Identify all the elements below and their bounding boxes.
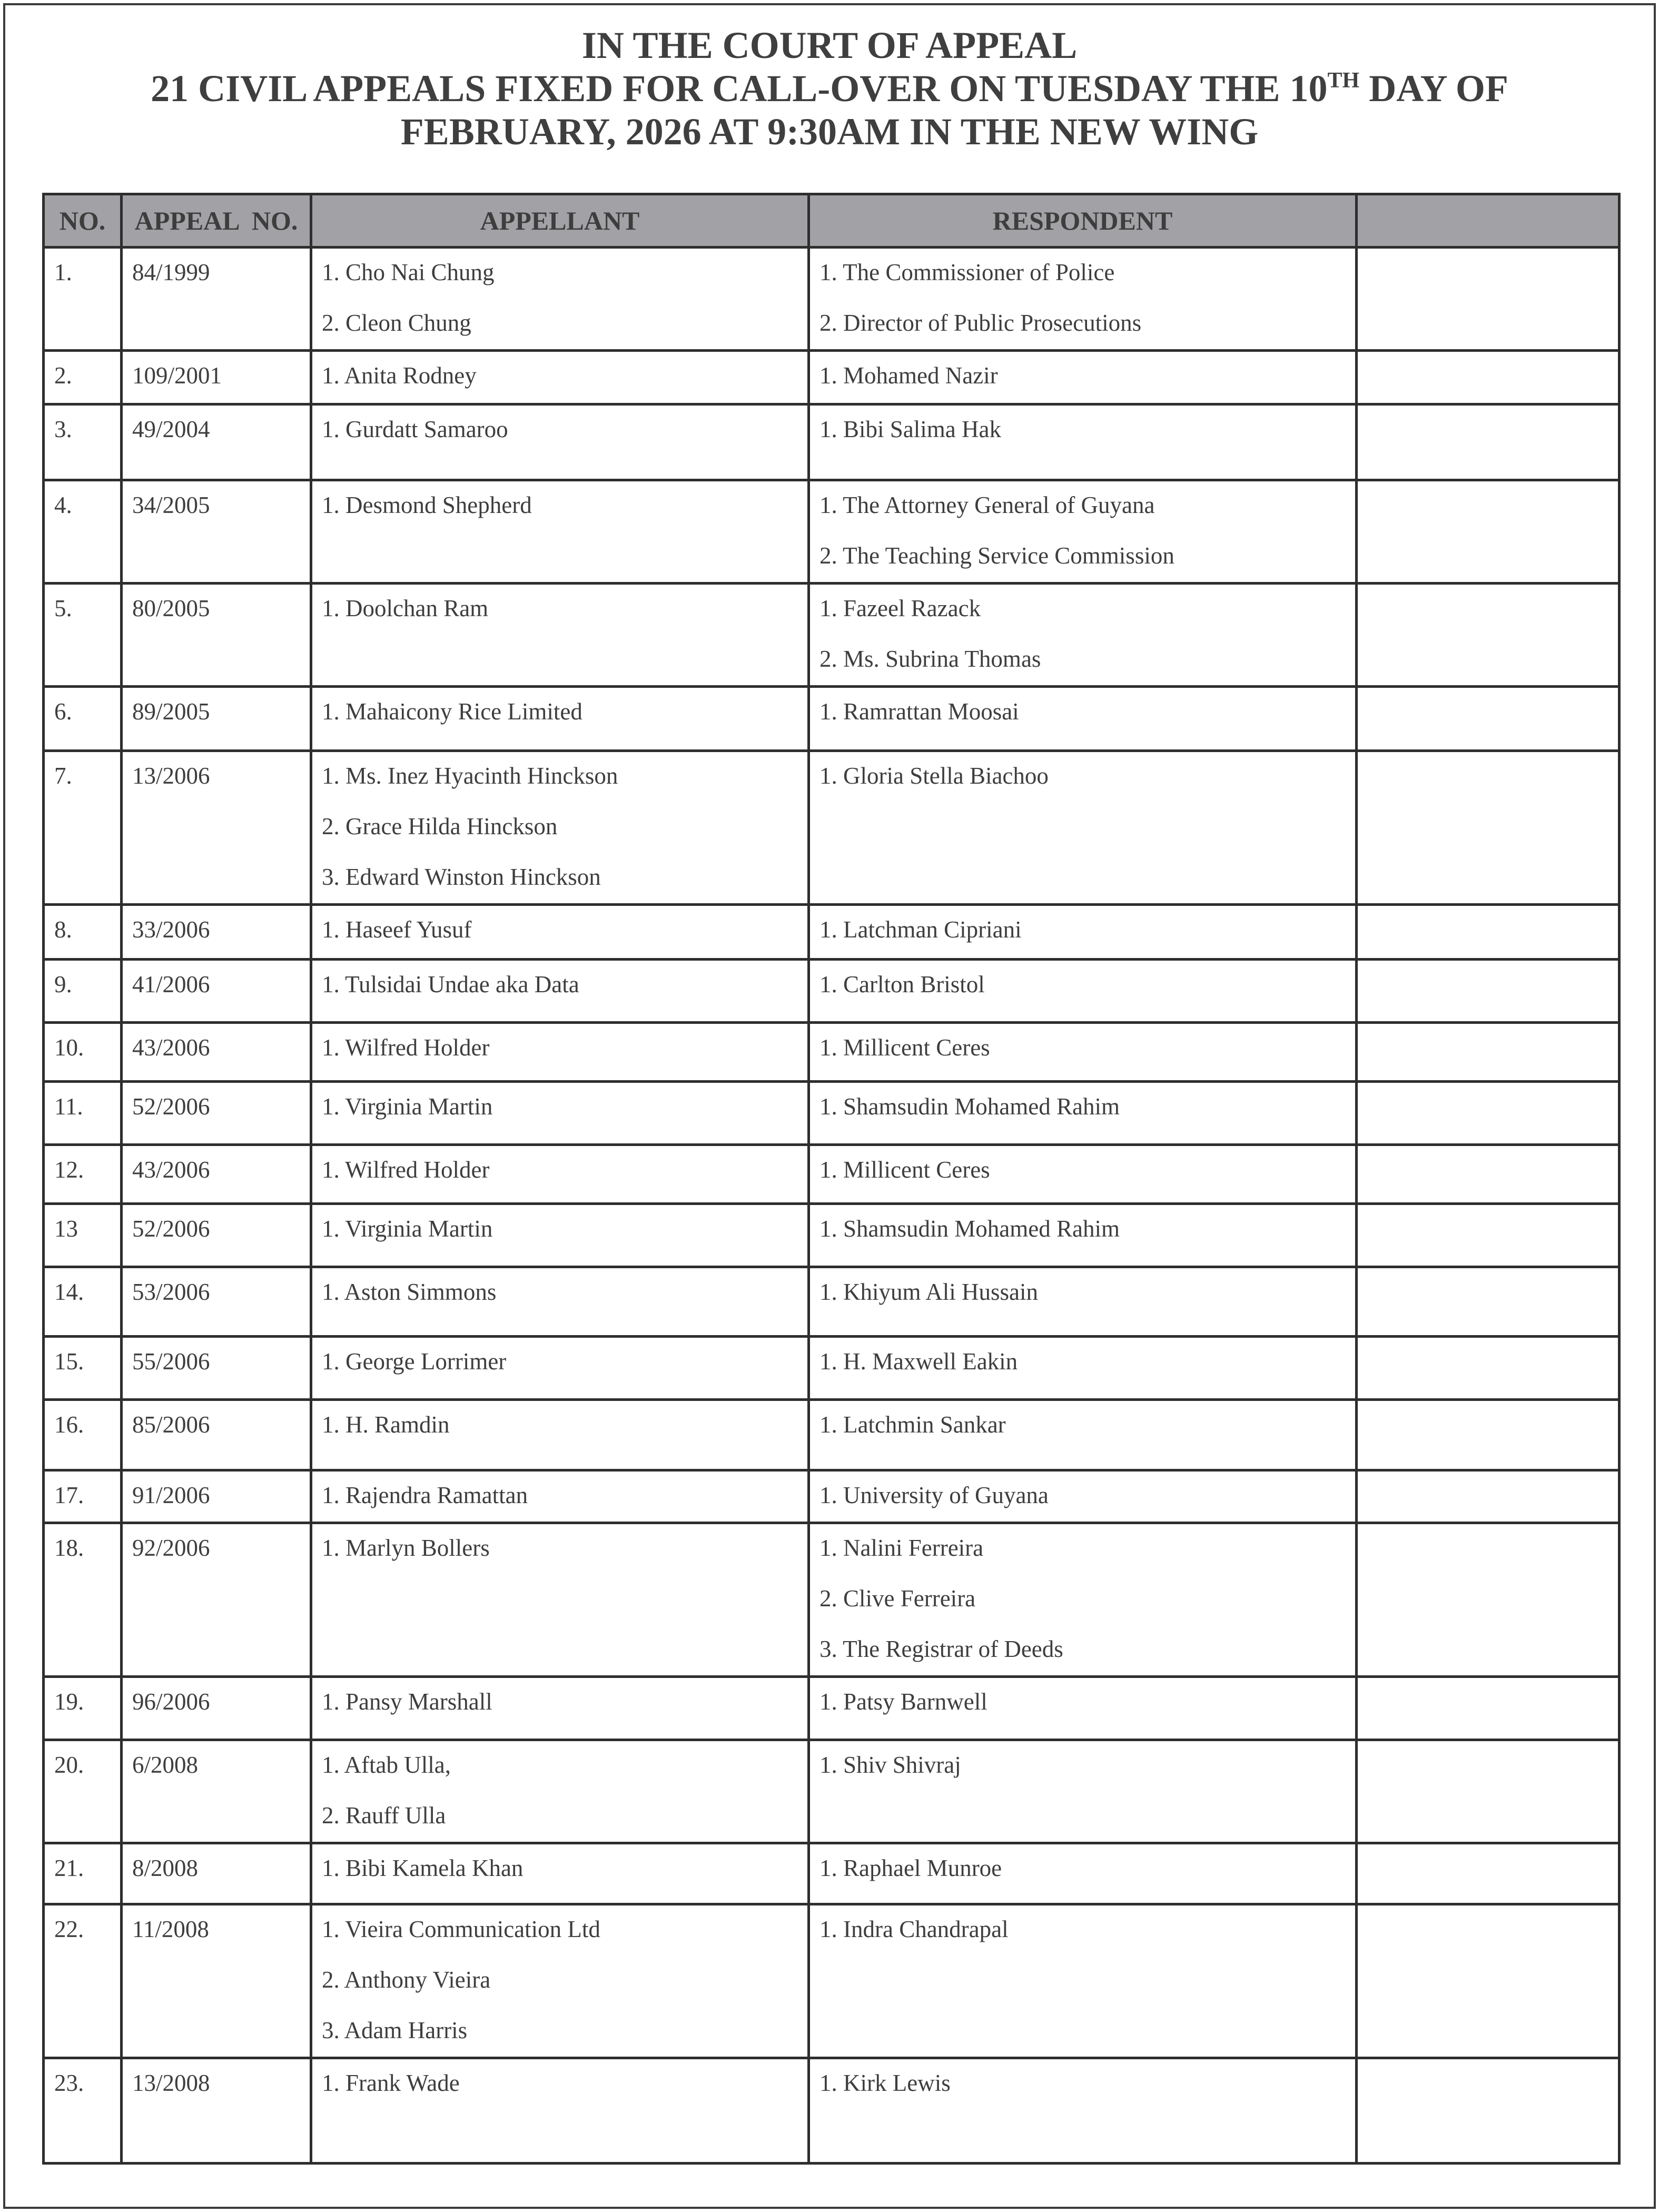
respondent-name: 1. Patsy Barnwell <box>819 1688 987 1715</box>
row-number: 15. <box>44 1337 122 1400</box>
appellant-name: 2. Grace Hilda Hinckson <box>322 813 558 840</box>
respondent-cell <box>809 1677 1357 1740</box>
appellant-cell <box>311 1523 809 1677</box>
respondent-cell <box>809 1145 1357 1204</box>
appellant-name: 1. Aston Simmons <box>322 1279 497 1305</box>
appellant-cell <box>311 1337 809 1400</box>
blank-cell <box>1357 1904 1619 2058</box>
appellant-cell <box>311 1470 809 1523</box>
respondent-name: 3. The Registrar of Deeds <box>819 1636 1063 1662</box>
appellant-name: 1. Wilfred Holder <box>322 1034 490 1061</box>
table-row <box>44 1337 1619 1400</box>
blank-cell <box>1357 751 1619 905</box>
respondent-name: 1. Ramrattan Moosai <box>819 698 1019 725</box>
respondent-cell <box>809 351 1357 404</box>
appeal-number: 53/2006 <box>122 1267 311 1337</box>
table-row <box>44 751 1619 905</box>
blank-cell <box>1357 351 1619 404</box>
appeal-number: 109/2001 <box>122 351 311 404</box>
respondent-name: 1. The Commissioner of Police <box>819 259 1115 285</box>
blank-cell <box>1357 1023 1619 1082</box>
table-row <box>44 1145 1619 1204</box>
blank-cell <box>1357 1204 1619 1267</box>
blank-cell <box>1357 480 1619 584</box>
table-row <box>44 1267 1619 1337</box>
appeal-number: 52/2006 <box>122 1082 311 1145</box>
table-row <box>44 905 1619 960</box>
appellant-cell <box>311 1204 809 1267</box>
table-row <box>44 1843 1619 1904</box>
row-number: 21. <box>44 1843 122 1904</box>
respondent-name: 1. H. Maxwell Eakin <box>819 1348 1018 1375</box>
appellant-cell <box>311 1740 809 1843</box>
respondent-cell <box>809 1740 1357 1843</box>
appellant-cell <box>311 751 809 905</box>
appellant-cell <box>311 1023 809 1082</box>
document-header <box>0 24 1659 153</box>
row-number: 9. <box>44 960 122 1023</box>
appeal-number: 43/2006 <box>122 1023 311 1082</box>
respondent-name: 1. Shamsudin Mohamed Rahim <box>819 1093 1120 1120</box>
appellant-cell <box>311 960 809 1023</box>
appellant-name: 1. Gurdatt Samaroo <box>322 416 508 442</box>
respondent-cell <box>809 1400 1357 1470</box>
blank-cell <box>1357 1470 1619 1523</box>
appellant-name: 1. Doolchan Ram <box>322 595 489 621</box>
respondent-cell <box>809 1523 1357 1677</box>
header-line2-text: 21 CIVIL APPEALS FIXED FOR CALL-OVER ON TUESDAY THE 10 <box>151 67 1328 110</box>
respondent-cell <box>809 1267 1357 1337</box>
appellant-cell <box>311 480 809 584</box>
appellant-name: 2. Anthony Vieira <box>322 1967 491 1993</box>
blank-cell <box>1357 1337 1619 1400</box>
appellant-cell <box>311 1904 809 2058</box>
appellant-cell <box>311 584 809 687</box>
row-number: 23. <box>44 2058 122 2164</box>
row-number: 18. <box>44 1523 122 1677</box>
table-row <box>44 1523 1619 1677</box>
respondent-cell <box>809 1843 1357 1904</box>
respondent-name: 1. The Attorney General of Guyana <box>819 492 1155 518</box>
respondent-name: 1. Millicent Ceres <box>819 1034 990 1061</box>
appellant-name: 2. Cleon Chung <box>322 310 471 336</box>
respondent-name: 2. Director of Public Prosecutions <box>819 310 1142 336</box>
row-number: 8. <box>44 905 122 960</box>
appellant-name: 1. Mahaicony Rice Limited <box>322 698 582 725</box>
appellant-name: 1. Aftab Ulla, <box>322 1752 451 1778</box>
respondent-name: 1. Latchman Cipriani <box>819 916 1022 943</box>
appeal-number: 13/2006 <box>122 751 311 905</box>
appellant-name: 1. Haseef Yusuf <box>322 916 472 943</box>
table-row <box>44 1400 1619 1470</box>
row-number: 6. <box>44 687 122 751</box>
appeal-number: 92/2006 <box>122 1523 311 1677</box>
appeal-number: 52/2006 <box>122 1204 311 1267</box>
respondent-name: 1. Raphael Munroe <box>819 1855 1002 1881</box>
respondent-cell <box>809 1904 1357 2058</box>
appellant-name: 1. Vieira Communication Ltd <box>322 1916 600 1942</box>
appeal-number: 49/2004 <box>122 404 311 480</box>
appellant-name: 1. George Lorrimer <box>322 1348 507 1375</box>
respondent-name: 1. University of Guyana <box>819 1482 1049 1508</box>
respondent-name: 1. Indra Chandrapal <box>819 1916 1009 1942</box>
appellant-name: 1. Bibi Kamela Khan <box>322 1855 524 1881</box>
blank-cell <box>1357 248 1619 351</box>
appellant-name: 3. Edward Winston Hinckson <box>322 864 601 890</box>
appellant-name: 1. Desmond Shepherd <box>322 492 532 518</box>
appellant-cell <box>311 687 809 751</box>
appellant-name: 1. Anita Rodney <box>322 362 477 389</box>
appellant-name: 1. Cho Nai Chung <box>322 259 495 285</box>
table-row <box>44 1204 1619 1267</box>
respondent-cell <box>809 2058 1357 2164</box>
appellant-name: 1. Pansy Marshall <box>322 1688 492 1715</box>
respondent-name: 1. Latchmin Sankar <box>819 1411 1006 1438</box>
respondent-name: 1. Khiyum Ali Hussain <box>819 1279 1039 1305</box>
table-row <box>44 1904 1619 2058</box>
respondent-cell <box>809 1337 1357 1400</box>
appeal-number: 84/1999 <box>122 248 311 351</box>
appeal-number: 13/2008 <box>122 2058 311 2164</box>
header-line2-tail: DAY OF <box>1359 67 1508 110</box>
appellant-name: 1. Tulsidai Undae aka Data <box>322 971 579 998</box>
respondent-cell <box>809 905 1357 960</box>
blank-cell <box>1357 404 1619 480</box>
row-number: 20. <box>44 1740 122 1843</box>
row-number: 14. <box>44 1267 122 1337</box>
respondent-name: 2. Ms. Subrina Thomas <box>819 646 1041 672</box>
table-row <box>44 248 1619 351</box>
appeal-number: 80/2005 <box>122 584 311 687</box>
table-row <box>44 2058 1619 2164</box>
table-row <box>44 1470 1619 1523</box>
appellant-cell <box>311 404 809 480</box>
appeal-number: 41/2006 <box>122 960 311 1023</box>
respondent-name: 1. Fazeel Razack <box>819 595 981 621</box>
respondent-cell <box>809 1470 1357 1523</box>
appellant-name: 1. Marlyn Bollers <box>322 1535 490 1561</box>
appeal-number: 33/2006 <box>122 905 311 960</box>
col-header-respondent: RESPONDENT <box>809 194 1357 248</box>
respondent-cell <box>809 1082 1357 1145</box>
header-court-title: IN THE COURT OF APPEAL <box>581 24 1078 66</box>
respondent-name: 1. Kirk Lewis <box>819 2070 951 2096</box>
appellant-cell <box>311 1145 809 1204</box>
respondent-cell <box>809 248 1357 351</box>
respondent-name: 1. Gloria Stella Biachoo <box>819 763 1049 789</box>
appeal-number: 55/2006 <box>122 1337 311 1400</box>
respondent-cell <box>809 1023 1357 1082</box>
respondent-cell <box>809 584 1357 687</box>
respondent-cell <box>809 960 1357 1023</box>
header-ordinal-suffix: TH <box>1327 68 1360 93</box>
appellant-cell <box>311 2058 809 2164</box>
respondent-cell <box>809 480 1357 584</box>
row-number: 1. <box>44 248 122 351</box>
table-row <box>44 1740 1619 1843</box>
appeal-number: 8/2008 <box>122 1843 311 1904</box>
table-row <box>44 1082 1619 1145</box>
blank-cell <box>1357 687 1619 751</box>
row-number: 3. <box>44 404 122 480</box>
blank-cell <box>1357 1082 1619 1145</box>
respondent-name: 1. Nalini Ferreira <box>819 1535 984 1561</box>
row-number: 13 <box>44 1204 122 1267</box>
col-header-blank <box>1357 194 1619 248</box>
blank-cell <box>1357 1145 1619 1204</box>
blank-cell <box>1357 960 1619 1023</box>
header-listing-title <box>0 67 1659 110</box>
appeal-number: 11/2008 <box>122 1904 311 2058</box>
col-header-appeal-no: APPEAL NO. <box>122 194 311 248</box>
respondent-name: 1. Mohamed Nazir <box>819 362 998 389</box>
appellant-cell <box>311 351 809 404</box>
appeal-number: 91/2006 <box>122 1470 311 1523</box>
appellant-name: 1. Frank Wade <box>322 2070 460 2096</box>
blank-cell <box>1357 1740 1619 1843</box>
appeal-number: 43/2006 <box>122 1145 311 1204</box>
respondent-name: 1. Carlton Bristol <box>819 971 985 998</box>
appellant-cell <box>311 905 809 960</box>
appeal-number: 34/2005 <box>122 480 311 584</box>
appellant-name: 1. Virginia Martin <box>322 1216 493 1242</box>
respondent-name: 1. Shiv Shivraj <box>819 1752 961 1778</box>
table-row <box>44 1023 1619 1082</box>
blank-cell <box>1357 1843 1619 1904</box>
row-number: 12. <box>44 1145 122 1204</box>
blank-cell <box>1357 1677 1619 1740</box>
appellant-name: 2. Rauff Ulla <box>322 1802 446 1829</box>
respondent-cell <box>809 687 1357 751</box>
table-row <box>44 584 1619 687</box>
respondent-name: 1. Shamsudin Mohamed Rahim <box>819 1216 1120 1242</box>
appeal-number: 6/2008 <box>122 1740 311 1843</box>
header-date-location: FEBRUARY, 2026 AT 9:30AM IN THE NEW WING <box>400 111 1259 153</box>
blank-cell <box>1357 2058 1619 2164</box>
table-row <box>44 404 1619 480</box>
respondent-name: 2. Clive Ferreira <box>819 1585 976 1612</box>
table-row <box>44 351 1619 404</box>
respondent-cell <box>809 751 1357 905</box>
row-number: 7. <box>44 751 122 905</box>
table-row <box>44 960 1619 1023</box>
row-number: 4. <box>44 480 122 584</box>
blank-cell <box>1357 1267 1619 1337</box>
row-number: 11. <box>44 1082 122 1145</box>
row-number: 16. <box>44 1400 122 1470</box>
appellant-name: 1. H. Ramdin <box>322 1411 450 1438</box>
table-row <box>44 480 1619 584</box>
row-number: 2. <box>44 351 122 404</box>
table-row <box>44 687 1619 751</box>
appellant-name: 1. Virginia Martin <box>322 1093 493 1120</box>
blank-cell <box>1357 584 1619 687</box>
blank-cell <box>1357 905 1619 960</box>
row-number: 19. <box>44 1677 122 1740</box>
table-row <box>44 1677 1619 1740</box>
respondent-name: 1. Bibi Salima Hak <box>819 416 1001 442</box>
respondent-cell <box>809 1204 1357 1267</box>
appeal-number: 96/2006 <box>122 1677 311 1740</box>
appellant-cell <box>311 1267 809 1337</box>
respondent-name: 2. The Teaching Service Commission <box>819 542 1174 569</box>
row-number: 22. <box>44 1904 122 2058</box>
appellant-name: 1. Rajendra Ramattan <box>322 1482 528 1508</box>
respondent-name: 1. Millicent Ceres <box>819 1157 990 1183</box>
respondent-cell <box>809 404 1357 480</box>
table-header-row <box>44 194 1619 248</box>
appellant-cell <box>311 1843 809 1904</box>
appeal-number: 85/2006 <box>122 1400 311 1470</box>
appellant-cell <box>311 1082 809 1145</box>
appellant-cell <box>311 1677 809 1740</box>
row-number: 17. <box>44 1470 122 1523</box>
appeal-number: 89/2005 <box>122 687 311 751</box>
appellant-name: 1. Ms. Inez Hyacinth Hinckson <box>322 763 618 789</box>
appellant-cell <box>311 248 809 351</box>
appellant-name: 3. Adam Harris <box>322 2017 468 2043</box>
col-header-appellant: APPELLANT <box>311 194 809 248</box>
col-header-no: NO. <box>44 194 122 248</box>
row-number: 5. <box>44 584 122 687</box>
blank-cell <box>1357 1523 1619 1677</box>
appellant-cell <box>311 1400 809 1470</box>
appellant-name: 1. Wilfred Holder <box>322 1157 490 1183</box>
row-number: 10. <box>44 1023 122 1082</box>
appeals-table <box>42 193 1621 2165</box>
blank-cell <box>1357 1400 1619 1470</box>
